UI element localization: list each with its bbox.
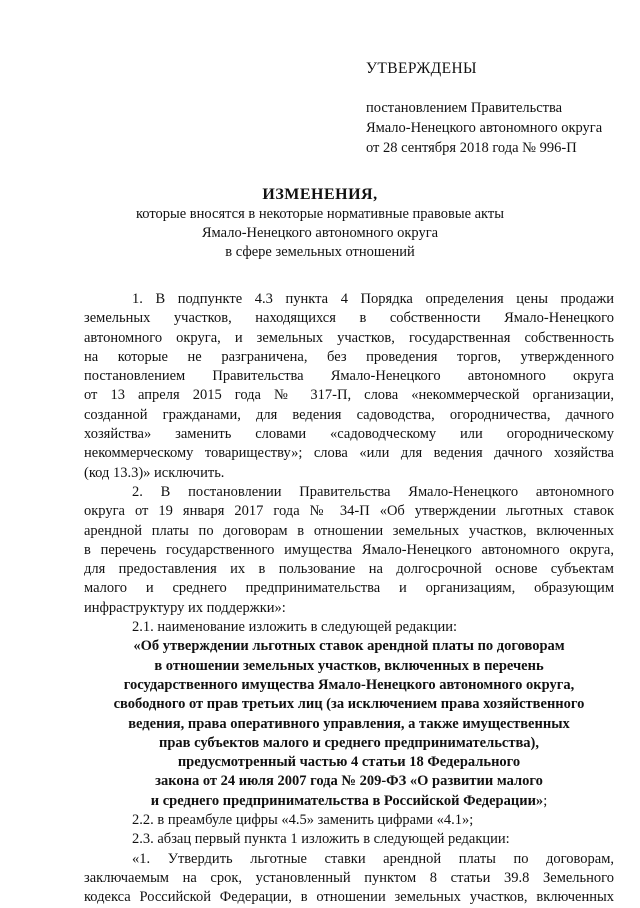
paragraph-1-line: некоммерческому товариществу»; слова «или для ведения дачного хозяйства xyxy=(84,445,614,462)
bold-quote-line: ведения, права оперативного управления, а также имущественных xyxy=(128,715,570,732)
bold-quote-tail: ; xyxy=(543,792,548,809)
paragraph-2-line: малого и среднего предпринимательства и организациям, образующим xyxy=(84,580,614,597)
bold-quote-line-final xyxy=(84,792,614,811)
bold-quote-line: в отношении земельных участков, включенных в перечень xyxy=(154,657,544,674)
subparagraph-2-3: 2.3. абзац первый пункта 1 изложить в следующей редакции: xyxy=(132,831,510,848)
paragraph-1-line: созданной гражданами, для ведения садоводства, огородничества, дачного xyxy=(84,406,614,423)
new-title-quote xyxy=(84,637,614,811)
bold-quote-line: и среднего предпринимательства в Российской Федерации» xyxy=(150,792,544,809)
paragraph-1-line: постановлением Правительства Ямало-Ненецкого автономного округа xyxy=(84,368,614,385)
bold-quote-line: прав субъектов малого и среднего предпринимательства), xyxy=(158,734,539,751)
quote-paragraph-line: «1. Утвердить льготные ставки арендной платы по договорам, xyxy=(132,850,614,867)
paragraph-2-line: арендной платы по договорам в отношении земельных участков, включенных xyxy=(84,522,614,539)
bold-quote-line: «Об утверждении льготных ставок арендной платы по договорам xyxy=(133,638,565,655)
paragraph-2-line: 2. В постановлении Правительства Ямало-Ненецкого автономного xyxy=(132,483,614,500)
quote-paragraph-line: кодекса Российской Федерации, в отношении земельных участков, включенных xyxy=(84,889,614,906)
quote-paragraph-line: заключаемым на срок, установленный пунктом 8 статьи 39.8 Земельного xyxy=(84,869,614,886)
paragraph-2-line: инфраструктуру их поддержки»: xyxy=(84,599,286,616)
bold-quote-line: закона от 24 июля 2007 года № 209-ФЗ «О развитии малого xyxy=(155,773,543,790)
bold-quote-line: свободного от прав третьих лиц (за исключением права хозяйственного xyxy=(113,696,585,713)
document-title-block xyxy=(100,185,540,262)
paragraph-1-line: 1. В подпункте 4.3 пункта 4 Порядка определения цены продажи xyxy=(132,291,614,307)
subparagraph-2-2: 2.2. в преамбуле цифры «4.5» заменить цифрами «4.1»; xyxy=(132,812,474,829)
document-body xyxy=(84,290,614,908)
paragraph-1-line: на которые не разграничена, без проведения торгов, утвержденного xyxy=(84,348,614,365)
approval-line: Ямало-Ненецкого автономного округа xyxy=(366,120,603,136)
bold-quote-line: государственного имущества Ямало-Ненецкого автономного округа, xyxy=(123,676,575,693)
paragraph-2-line: округа от 19 января 2017 года № 34-П «Об утверждении льготных ставок xyxy=(84,503,614,520)
paragraph-1-line: от 13 апреля 2015 года № 317-П, слова «некоммерческой организации, xyxy=(84,387,614,404)
bold-quote-line: предусмотренный частью 4 статьи 18 Федерального xyxy=(177,754,521,771)
paragraph-1-line: земельных участков, находящихся в собственности Ямало-Ненецкого xyxy=(84,310,614,327)
paragraph-1-line: хозяйства» заменить словами «садоводческому или огородническому xyxy=(84,426,614,443)
approval-line: постановлением Правительства xyxy=(366,100,563,116)
document-subtitle-line: Ямало-Ненецкого автономного округа xyxy=(201,225,439,241)
approval-line: от 28 сентября 2018 года № 996-П xyxy=(366,140,577,156)
document-subtitle-line: в сфере земельных отношений xyxy=(225,244,415,260)
paragraph-2-line: в перечень государственного имущества Ямало-Ненецкого автономного округа, xyxy=(84,541,614,558)
document-subtitle-line: которые вносятся в некоторые нормативные правовые акты xyxy=(135,206,504,222)
paragraph-1-line: (код 13.3)» исключить. xyxy=(84,464,225,481)
approval-details xyxy=(366,98,602,158)
document-title: ИЗМЕНЕНИЯ, xyxy=(262,186,378,203)
subparagraph-2-1: 2.1. наименование изложить в следующей редакции: xyxy=(132,619,458,636)
paragraph-1-line: автономного округа, и земельных участков, государственная собственность xyxy=(84,329,614,346)
paragraph-2-line: для предоставления их в пользование на долгосрочной основе субъектам xyxy=(84,561,614,578)
approval-stamp-heading: УТВЕРЖДЕНЫ xyxy=(366,60,477,77)
